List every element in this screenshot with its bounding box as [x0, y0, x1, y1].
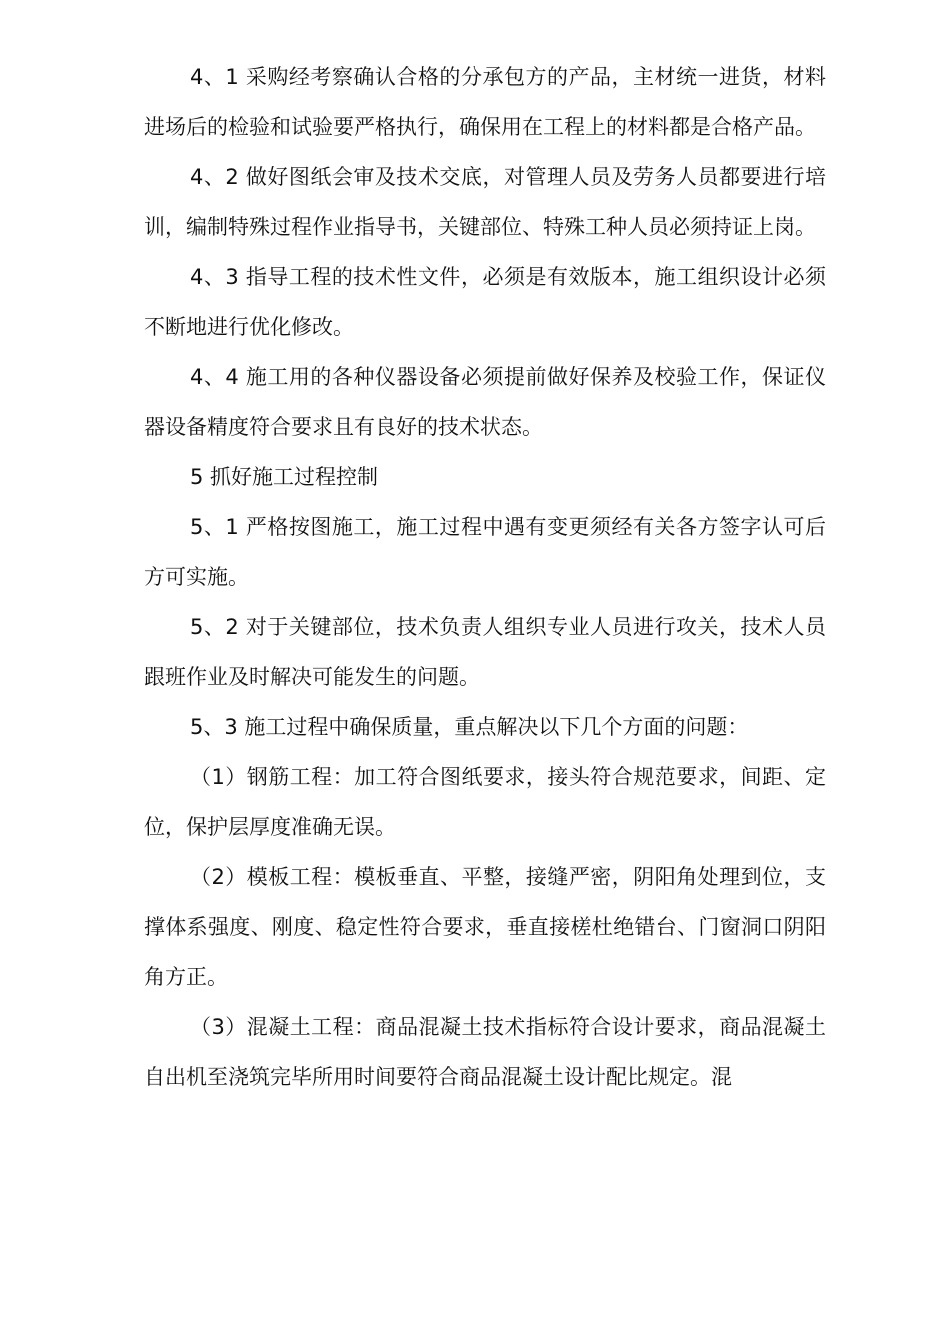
item-rebar-work: （1）钢筋工程：加工符合图纸要求，接头符合规范要求，间距、定位，保护层厚度准确无误。: [144, 765, 826, 839]
item-formwork: （2）模板工程：模板垂直、平整，接缝严密，阴阳角处理到位，支撑体系强度、刚度、稳定性符合要求，垂直接槎杜绝错台、门窗洞口阴阳角方正。: [144, 865, 826, 989]
section-heading-5: 5 抓好施工过程控制: [190, 465, 379, 489]
paragraph-4-1: 4、1 采购经考察确认合格的分承包方的产品，主材统一进货，材料进场后的检验和试验要严格执行，确保用在工程上的材料都是合格产品。: [144, 65, 826, 139]
paragraph-4-4: 4、4 施工用的各种仪器设备必须提前做好保养及校验工作，保证仪器设备精度符合要求且有良好的技术状态。: [144, 365, 826, 439]
paragraph-5-1: 5、1 严格按图施工，施工过程中遇有变更须经有关各方签字认可后方可实施。: [144, 515, 826, 589]
item-concrete-work: （3）混凝土工程：商品混凝土技术指标符合设计要求，商品混凝土自出机至浇筑完毕所用时间要符合商品混凝土设计配比规定。混: [144, 1015, 826, 1089]
paragraph-4-2: 4、2 做好图纸会审及技术交底，对管理人员及劳务人员都要进行培训，编制特殊过程作业指导书，关键部位、特殊工种人员必须持证上岗。: [144, 165, 826, 239]
document-body: [144, 52, 826, 1102]
paragraph-4-3: 4、3 指导工程的技术性文件，必须是有效版本，施工组织设计必须不断地进行优化修改。: [144, 265, 826, 339]
paragraph-5-3: 5、3 施工过程中确保质量，重点解决以下几个方面的问题：: [190, 715, 749, 739]
paragraph-5-2: 5、2 对于关键部位，技术负责人组织专业人员进行攻关，技术人员跟班作业及时解决可能发生的问题。: [144, 615, 826, 689]
